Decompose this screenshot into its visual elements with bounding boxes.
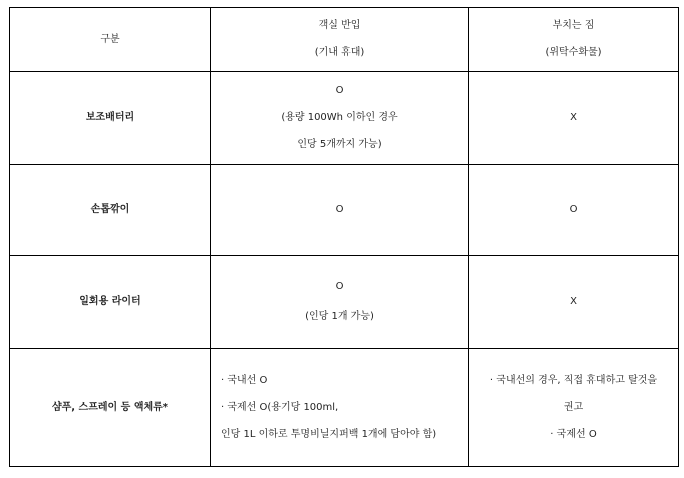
table-row	[10, 349, 679, 467]
item-name: 샴푸, 스프레이 등 액체류*	[10, 349, 211, 467]
cabin-line: 인당 1L 이하로 투명비닐지퍼백 1개에 담아야 함)	[221, 428, 437, 440]
header-category-label: 구분	[100, 33, 120, 45]
checked-cell	[469, 165, 679, 256]
cabin-line: · 국내선 O	[221, 374, 268, 386]
header-cabin	[211, 8, 469, 72]
cabin-line: O	[335, 85, 344, 96]
checked-line: · 국제선 O	[550, 428, 597, 440]
checked-line: O	[569, 204, 578, 215]
item-name: 보조배터리	[10, 72, 211, 165]
checked-line: X	[570, 296, 577, 307]
cabin-line: (용량 100Wh 이하인 경우	[281, 112, 398, 123]
item-name: 손톱깎이	[10, 165, 211, 256]
header-checked	[469, 8, 679, 72]
table-header-row	[10, 8, 679, 72]
table-row	[10, 165, 679, 256]
checked-line: X	[570, 112, 577, 123]
cabin-line: 인당 5개까지 가능)	[297, 139, 382, 150]
header-cabin-line2: (기내 휴대)	[314, 47, 365, 58]
checked-cell	[469, 256, 679, 349]
table-row	[10, 256, 679, 349]
checked-line: · 국내선의 경우, 직접 휴대하고 탈것을	[489, 374, 658, 386]
checked-cell	[469, 349, 679, 467]
cabin-cell	[211, 72, 469, 165]
cabin-cell	[211, 349, 469, 467]
cabin-cell	[211, 256, 469, 349]
table-row	[10, 72, 679, 165]
header-checked-line2: (위탁수화물)	[545, 47, 602, 58]
cabin-line: O	[335, 204, 344, 215]
baggage-rules-table	[9, 7, 679, 467]
checked-line: 권고	[563, 401, 584, 413]
cabin-line: (인당 1개 가능)	[305, 311, 374, 322]
checked-cell	[469, 72, 679, 165]
cabin-line: O	[335, 281, 344, 292]
header-cabin-line1: 객실 반입	[318, 20, 361, 31]
cabin-line: · 국제선 O(용기당 100ml,	[221, 401, 339, 413]
header-checked-line1: 부치는 짐	[552, 20, 595, 31]
cabin-cell	[211, 165, 469, 256]
header-category	[10, 8, 211, 72]
item-name: 일회용 라이터	[10, 256, 211, 349]
